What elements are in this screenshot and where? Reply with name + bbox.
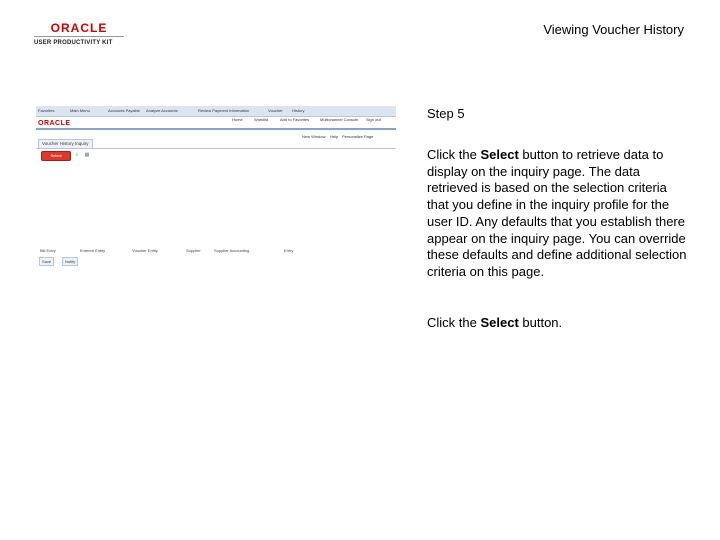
breadcrumb-history[interactable]: History <box>292 108 305 113</box>
description-bold: Select <box>480 147 519 162</box>
breadcrumb-analyze-accounts[interactable]: Analyze Accounts <box>146 108 178 113</box>
breadcrumb-favorites[interactable]: Favorites <box>38 108 55 113</box>
logo-divider <box>34 36 124 37</box>
select-button[interactable]: Select <box>41 151 71 161</box>
description-rest: button to retrieve data to display on the inquiry page. The data retrieved is based on the selection criteria that you define in the inquiry profile for the user ID. Any defaults that you establish there appear on the inquiry page. You can override these defaults and define additional selection criteria on this page. <box>427 147 687 279</box>
header-link-worklist[interactable]: Worklist <box>254 117 269 122</box>
tab-voucher-history-inquiry[interactable]: Voucher History Inquiry <box>38 139 93 148</box>
breadcrumb-voucher[interactable]: Voucher <box>268 108 283 113</box>
tab-underline <box>36 148 396 149</box>
description-text: Click the <box>427 147 481 162</box>
link-new-window[interactable]: New Window <box>302 134 326 139</box>
step-description <box>427 147 687 281</box>
application-screenshot <box>36 106 396 266</box>
instruction-prefix: Click the <box>427 315 481 330</box>
notify-button[interactable]: Notify <box>62 257 78 266</box>
step-instruction <box>427 315 562 330</box>
column-header: Supplier Accounting <box>214 248 250 253</box>
breadcrumb-review-payment[interactable]: Review Payment Information <box>198 108 250 113</box>
logo-brand: ORACLE <box>50 21 108 35</box>
grid-icon[interactable]: ▦ <box>84 152 90 158</box>
lookup-icon[interactable]: ⌕ <box>75 152 79 158</box>
column-header: Entry <box>284 248 294 253</box>
header-link-favorites[interactable]: Add to Favorites <box>280 117 310 122</box>
column-header: Supplier <box>186 248 201 253</box>
link-help[interactable]: Help <box>330 134 339 139</box>
step-label: Step 5 <box>427 106 465 121</box>
instruction-bold: Select <box>480 315 519 330</box>
instruction-suffix: button. <box>518 315 563 330</box>
link-personalize-page[interactable]: Personalize Page <box>342 134 374 139</box>
oracle-mini-logo: ORACLE <box>38 120 71 127</box>
save-button[interactable]: Save <box>39 257 54 266</box>
breadcrumb-bar <box>36 106 396 117</box>
column-header: Bill Entry <box>40 248 56 253</box>
column-header: Voucher Entity <box>132 248 158 253</box>
oracle-upk-logo <box>34 22 124 48</box>
header-divider <box>36 128 396 130</box>
breadcrumb-accounts-payable[interactable]: Accounts Payable <box>108 108 141 113</box>
header-link-signout[interactable]: Sign out <box>366 117 381 122</box>
page-title: Viewing Voucher History <box>543 22 684 37</box>
header-link-multichannel[interactable]: Multichannel Console <box>320 117 359 122</box>
column-header: Entered Entity <box>80 248 106 253</box>
header-link-home[interactable]: Home <box>232 117 243 122</box>
breadcrumb-main-menu[interactable]: Main Menu <box>70 108 90 113</box>
logo-product: USER PRODUCTIVITY KIT <box>34 40 113 46</box>
